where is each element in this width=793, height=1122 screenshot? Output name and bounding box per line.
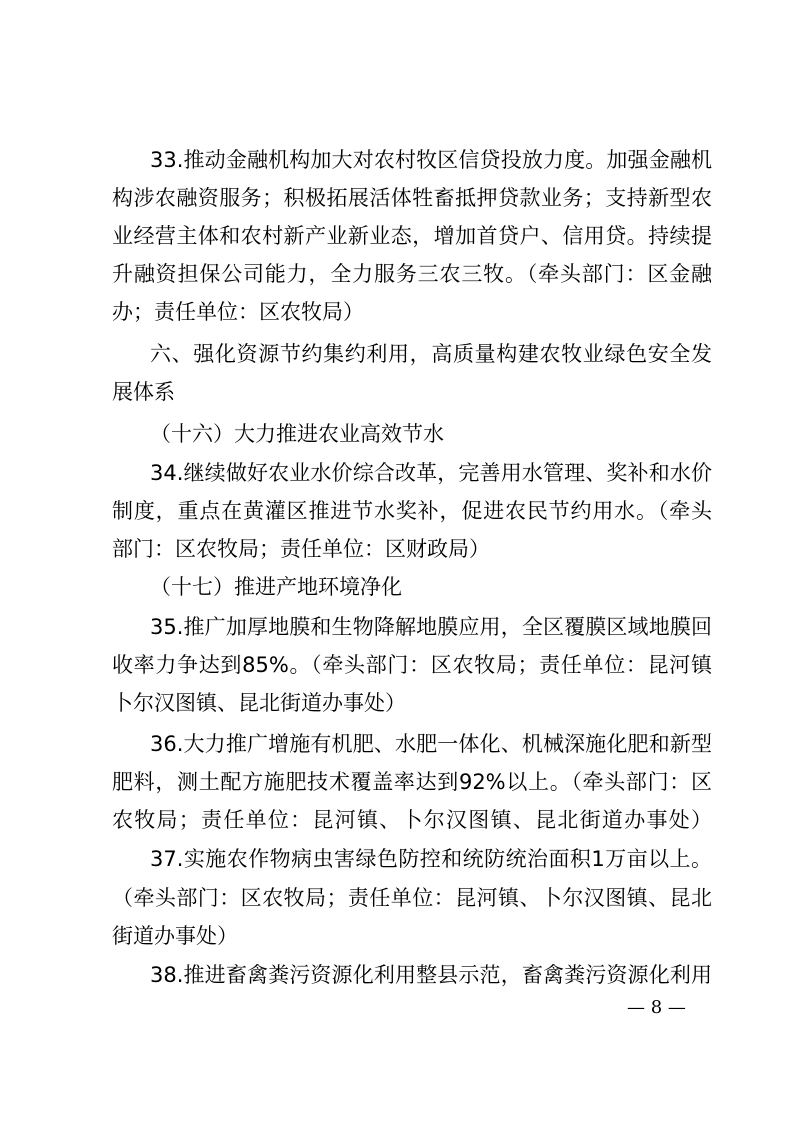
paragraph-36-line-1: 36.大力推广增施有机肥、水肥一体化、机械深施化肥和新型 [150, 732, 712, 756]
subsection-heading-16: （十六）大力推进农业高效节水 [150, 422, 444, 446]
paragraph-37-line-1: 37.实施农作物病虫害绿色防控和统防统治面积1万亩以上。 [150, 847, 712, 871]
paragraph-36-line-3: 农牧局；责任单位：昆河镇、卜尔汉图镇、昆北街道办事处） [112, 808, 712, 832]
section-heading-6-line-1: 六、强化资源节约集约利用，高质量构建农牧业绿色安全发 [150, 342, 712, 366]
paragraph-33-line-5: 办；责任单位：区农牧局） [112, 300, 364, 324]
paragraph-33-line-4: 升融资担保公司能力，全力服务三农三牧。（牵头部门：区金融 [112, 262, 712, 286]
paragraph-33-line-3: 业经营主体和农村新产业新业态，增加首贷户、信用贷。持续提 [112, 224, 712, 248]
paragraph-38-line-1: 38.推进畜禽粪污资源化利用整县示范，畜禽粪污资源化利用 [150, 963, 712, 987]
paragraph-34-line-2: 制度，重点在黄灌区推进节水奖补，促进农民节约用水。（牵头 [112, 499, 712, 523]
paragraph-33-line-2: 构涉农融资服务；积极拓展活体牲畜抵押贷款业务；支持新型农 [112, 186, 712, 210]
paragraph-35-line-2: 收率力争达到85%。（牵头部门：区农牧局；责任单位：昆河镇 [112, 653, 712, 677]
paragraph-33-line-1: 33.推动金融机构加大对农村牧区信贷投放力度。加强金融机 [150, 148, 712, 172]
section-heading-6-line-2: 展体系 [112, 380, 175, 404]
subsection-heading-17: （十七）推进产地环境净化 [150, 575, 402, 599]
paragraph-35-line-1: 35.推广加厚地膜和生物降解地膜应用，全区覆膜区域地膜回 [150, 615, 712, 639]
paragraph-37-line-2: （牵头部门：区农牧局；责任单位：昆河镇、卜尔汉图镇、昆北 [112, 886, 712, 910]
paragraph-35-line-3: 卜尔汉图镇、昆北街道办事处） [112, 691, 406, 715]
paragraph-37-line-3: 街道办事处） [112, 924, 238, 948]
paragraph-34-line-1: 34.继续做好农业水价综合改革，完善用水管理、奖补和水价 [150, 461, 712, 485]
paragraph-34-line-3: 部门：区农牧局；责任单位：区财政局） [112, 537, 490, 561]
page-number: — 8 — [627, 997, 686, 1018]
paragraph-36-line-2: 肥料，测土配方施肥技术覆盖率达到92%以上。（牵头部门：区 [112, 770, 712, 794]
